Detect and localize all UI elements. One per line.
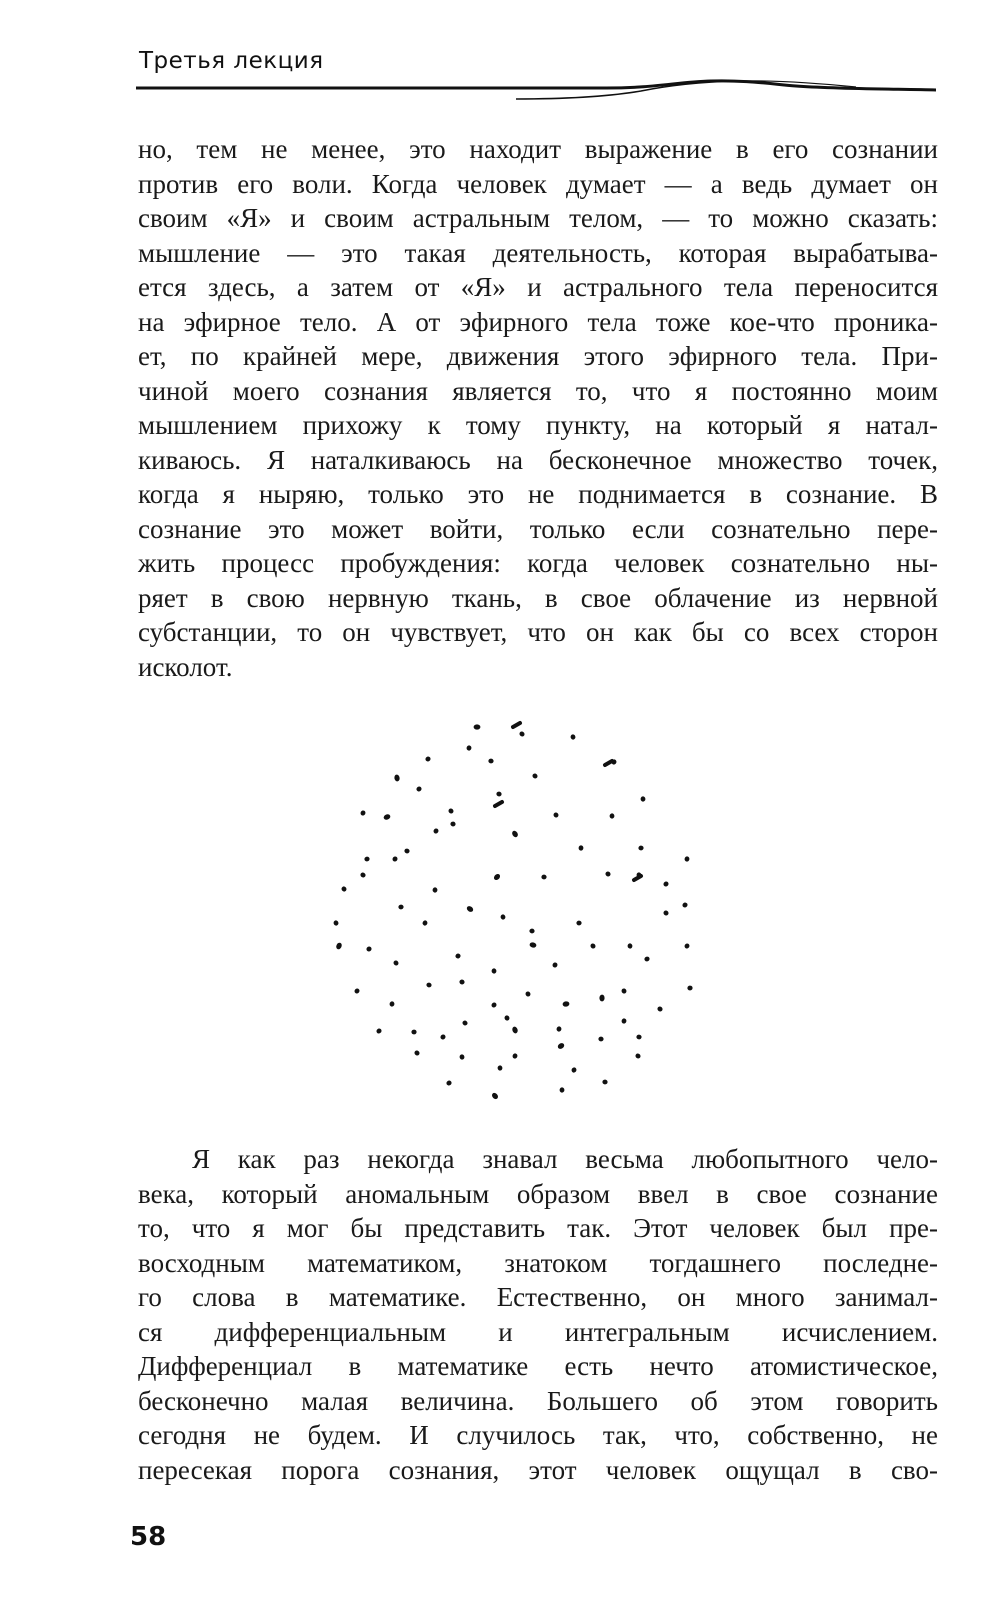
dot-mark bbox=[512, 1053, 518, 1060]
dot-mark bbox=[557, 1042, 566, 1050]
dot-mark bbox=[511, 1026, 518, 1034]
paragraph-2-line: Дифференциал в математике есть нечто атомистическое, bbox=[138, 1351, 938, 1381]
dot-mark bbox=[432, 887, 438, 893]
dot-mark bbox=[426, 982, 432, 988]
dot-mark bbox=[684, 943, 691, 950]
paragraph-1-line: но, тем не менее, это находит выражение в его сознании bbox=[138, 134, 938, 164]
paragraph-1-line: когда я ныряю, только это не поднимается в сознание. В bbox=[138, 479, 938, 509]
dot-mark bbox=[662, 909, 669, 916]
dot-mark bbox=[439, 1034, 446, 1041]
dot-mark bbox=[450, 821, 456, 827]
paragraph-1-line: мышлением прихожу к тому пункту, на который я натал- bbox=[138, 410, 938, 440]
dot-mark bbox=[490, 1001, 497, 1008]
paragraph-1-line: против его воли. Когда человек думает — а ведь думает он bbox=[138, 168, 938, 199]
dot-mark bbox=[610, 813, 615, 818]
dot-mark bbox=[360, 872, 367, 879]
paragraph-1 bbox=[138, 132, 938, 684]
dot-mark bbox=[500, 914, 506, 920]
dot-mark bbox=[556, 1026, 562, 1032]
dot-mark bbox=[392, 959, 399, 966]
paragraph-1-line: ется здесь, а затем от «Я» и астрального тела переносится bbox=[138, 272, 938, 302]
dot-mark bbox=[662, 880, 669, 887]
paragraph-1-line: исколот. bbox=[138, 651, 233, 682]
dot-mark bbox=[562, 1001, 570, 1007]
dash-mark bbox=[513, 723, 520, 727]
dot-mark bbox=[644, 956, 650, 962]
paragraph-1-line: своим «Я» и своим астральным телом, — то можно сказать: bbox=[138, 203, 938, 233]
dot-mark bbox=[497, 1065, 503, 1071]
paragraph-1-line: ет, по крайней мере, движения этого эфирного тела. При- bbox=[138, 341, 938, 371]
dot-mark bbox=[640, 796, 645, 802]
dot-mark bbox=[525, 990, 532, 997]
paragraph-2-line: то, что я мог бы представить так. Этот человек был пре- bbox=[138, 1213, 938, 1243]
dot-mark bbox=[621, 1018, 627, 1024]
paragraph-2 bbox=[138, 1142, 938, 1487]
dot-mark bbox=[599, 995, 604, 1002]
dot-mark bbox=[552, 962, 559, 969]
dot-mark bbox=[682, 902, 689, 909]
dot-mark bbox=[398, 905, 403, 910]
dot-mark bbox=[404, 848, 411, 854]
dot-mark bbox=[529, 928, 535, 933]
dot-mark bbox=[627, 943, 632, 949]
dot-mark bbox=[446, 1080, 453, 1087]
paragraph-1-line: мышление — это такая деятельность, которая вырабатыва- bbox=[138, 237, 938, 268]
dot-mark bbox=[474, 724, 481, 729]
dot-mark bbox=[636, 1035, 641, 1040]
paragraph-2-line: пересекая порога сознания, этот человек ощущал в сво- bbox=[138, 1454, 938, 1485]
dot-mark bbox=[364, 856, 370, 862]
dot-mark bbox=[383, 813, 391, 820]
page-number: 58 bbox=[130, 1522, 167, 1552]
dot-mark bbox=[462, 1020, 469, 1027]
paragraph-2-line: сегодня не будем. И случилось так, что, собственно, не bbox=[138, 1420, 938, 1450]
paragraph-2-line: го слова в математике. Естественно, он много занимал- bbox=[138, 1282, 938, 1312]
paragraph-1-line: чиной моего сознания является то, что я постоянно моим bbox=[138, 375, 938, 406]
dot-mark bbox=[353, 987, 360, 994]
paragraph-1-line: на эфирное тело. А от эфирного тела тоже кое-что проника- bbox=[138, 306, 938, 337]
dot-mark bbox=[541, 874, 547, 879]
dot-mark bbox=[433, 827, 440, 834]
paragraph-1-line: ряет в свою нервную ткань, в свое облачение из нервной bbox=[138, 582, 938, 613]
dot-mark bbox=[413, 1050, 420, 1057]
dot-mark bbox=[605, 871, 612, 878]
dot-mark bbox=[389, 1001, 394, 1007]
dot-mark bbox=[570, 734, 576, 740]
dot-mark bbox=[459, 1054, 465, 1060]
dot-mark bbox=[589, 942, 596, 949]
dot-mark bbox=[576, 920, 581, 925]
dot-mark bbox=[491, 1092, 499, 1101]
paragraph-1-line: сознание это может войти, только если сознательно пере- bbox=[138, 513, 938, 544]
dot-mark bbox=[333, 920, 339, 926]
paragraph-2-line: ся дифференциальным и интегральным исчислением. bbox=[138, 1316, 938, 1347]
dot-mark bbox=[411, 1029, 417, 1034]
dot-sphere-figure bbox=[330, 715, 720, 1115]
paragraph-2-line: восходным математиком, знатоком тогдашнего последне- bbox=[138, 1247, 938, 1278]
decorative-rule-icon bbox=[136, 72, 936, 112]
dot-mark bbox=[571, 1067, 578, 1074]
dot-mark bbox=[422, 920, 428, 926]
dot-mark bbox=[493, 873, 502, 881]
dot-mark bbox=[459, 979, 466, 985]
dot-mark bbox=[447, 807, 454, 814]
dot-mark bbox=[553, 811, 560, 818]
dot-mark bbox=[657, 1006, 664, 1013]
dot-mark bbox=[638, 845, 644, 851]
dot-mark bbox=[466, 905, 475, 913]
paragraph-1-line: субстанции, то он чувствует, что он как бы со всех сторон bbox=[138, 617, 938, 647]
dot-mark bbox=[466, 745, 472, 752]
dot-mark bbox=[394, 774, 400, 782]
dash-mark bbox=[605, 761, 612, 765]
dot-mark bbox=[529, 942, 537, 949]
dot-mark bbox=[341, 886, 348, 893]
paragraph-2-line: бесконечно малая величина. Большего об этом говорить bbox=[138, 1385, 938, 1416]
dot-mark bbox=[335, 942, 343, 950]
dot-mark bbox=[598, 1036, 604, 1041]
dot-mark bbox=[425, 756, 432, 763]
dot-mark bbox=[518, 731, 525, 738]
dot-mark bbox=[375, 1027, 382, 1034]
paragraph-2-line: Я как раз некогда знавал весьма любопытного чело- bbox=[192, 1144, 938, 1174]
running-head-title: Третья лекция bbox=[139, 48, 324, 74]
dot-mark bbox=[621, 988, 628, 995]
dot-mark bbox=[559, 1087, 564, 1093]
dot-mark bbox=[511, 830, 519, 839]
dash-mark bbox=[495, 802, 502, 806]
dot-mark bbox=[602, 1079, 608, 1085]
paragraph-2-line: века, который аномальным образом ввел в свое сознание bbox=[138, 1178, 938, 1209]
dot-mark bbox=[684, 856, 690, 862]
dot-mark bbox=[366, 946, 373, 953]
dot-mark bbox=[488, 758, 494, 763]
dash-mark bbox=[634, 876, 641, 880]
dot-mark bbox=[687, 985, 693, 991]
paragraph-1-line: жить процесс пробуждения: когда человек сознательно ны- bbox=[138, 548, 938, 578]
dot-mark bbox=[391, 855, 398, 862]
dot-mark bbox=[634, 1052, 641, 1059]
paragraph-1-line: киваюсь. Я наталкиваюсь на бесконечное множество точек, bbox=[138, 444, 938, 475]
dot-mark bbox=[578, 845, 583, 851]
dot-mark bbox=[496, 791, 502, 797]
dot-mark bbox=[531, 772, 538, 779]
dot-mark bbox=[504, 1015, 511, 1022]
dot-mark bbox=[455, 953, 462, 960]
dot-mark bbox=[491, 968, 496, 973]
dot-mark bbox=[416, 786, 423, 793]
dot-mark bbox=[360, 810, 367, 817]
